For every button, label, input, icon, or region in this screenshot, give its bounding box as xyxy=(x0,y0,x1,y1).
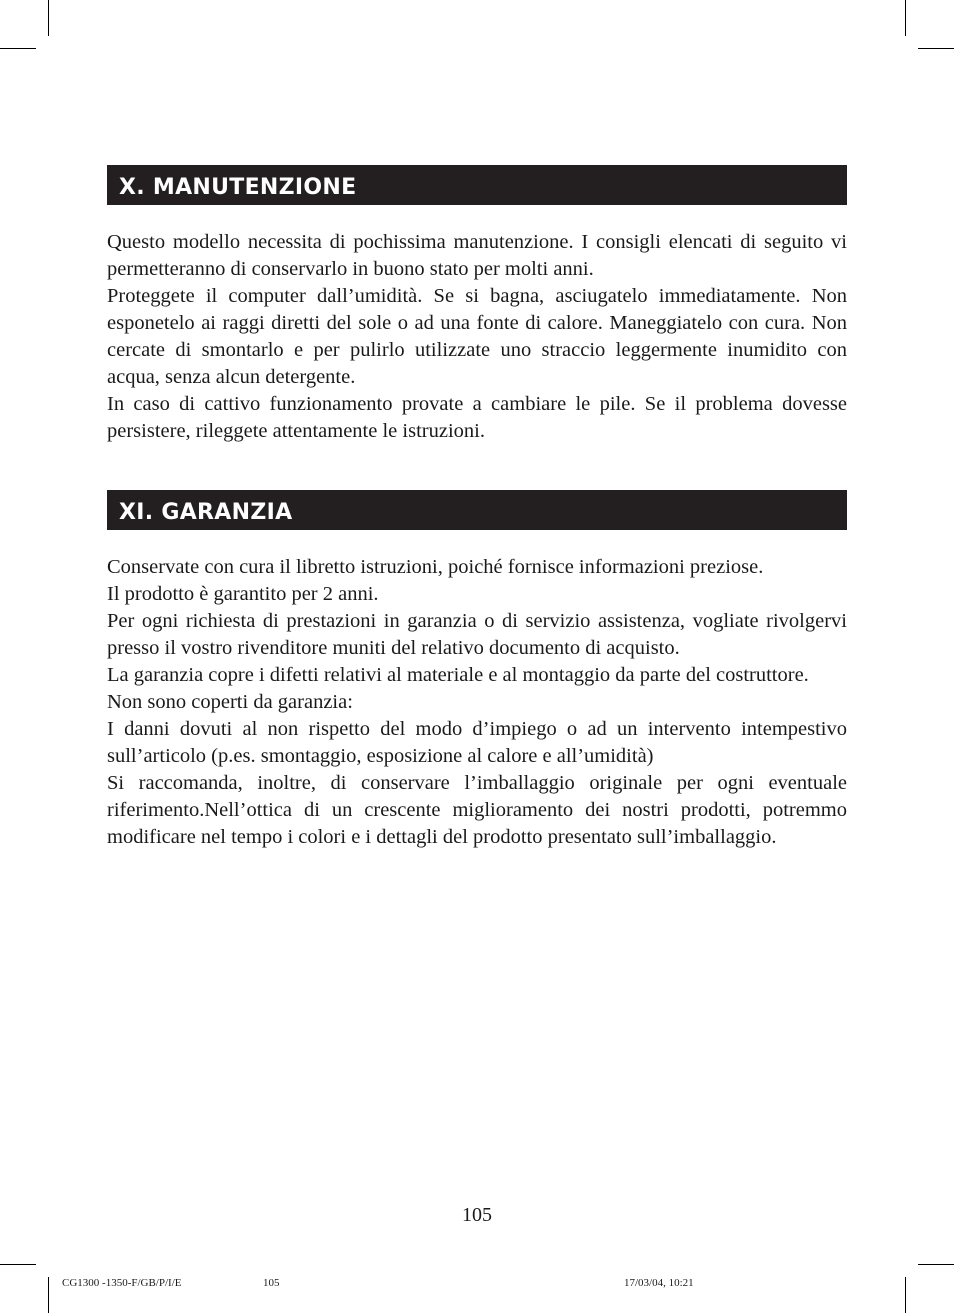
page-number: 105 xyxy=(462,1204,492,1226)
slug-page: 105 xyxy=(263,1277,280,1289)
section-body xyxy=(107,229,847,445)
section-header-bar xyxy=(107,490,847,530)
crop-mark-top-right-vertical xyxy=(905,0,906,36)
paragraph: Questo modello necessita di pochissima manutenzione. I consigli elencati di seguito vi permetteranno di conservarlo in buono stato per molti anni. xyxy=(107,231,847,280)
slug-file: CG1300 -1350-F/GB/P/I/E xyxy=(62,1277,182,1289)
crop-mark-top-right-horizontal xyxy=(918,48,954,49)
paragraph: Conservate con cura il libretto istruzioni, poiché fornisce informazioni preziose. xyxy=(107,556,764,578)
paragraph: Il prodotto è garantito per 2 anni. xyxy=(107,583,379,605)
crop-mark-bottom-right-horizontal xyxy=(918,1264,954,1265)
crop-mark-bottom-left-horizontal xyxy=(0,1264,36,1265)
paragraph: Per ogni richiesta di prestazioni in garanzia o di servizio assistenza, vogliate rivolgervi presso il vostro rivenditore muniti del relativo documento di acquisto. xyxy=(107,610,847,659)
paragraph: Non sono coperti da garanzia: xyxy=(107,691,353,713)
section-body xyxy=(107,554,847,851)
slug-datetime: 17/03/04, 10:21 xyxy=(624,1277,694,1289)
crop-mark-top-left-horizontal xyxy=(0,48,36,49)
paragraph: Si raccomanda, inoltre, di conservare l’imballaggio originale per ogni eventuale riferimento.Nell’ottica di un crescente miglioramento dei nostri prodotti, potremmo modificare nel tempo i colori e i dettagli del prodotto presentato sull’imballaggio. xyxy=(107,772,847,848)
section-garanzia xyxy=(107,490,847,851)
section-title: XI. GARANZIA xyxy=(119,499,293,525)
paragraph: I danni dovuti al non rispetto del modo d’impiego o ad un intervento intempestivo sull’articolo (p.es. smontaggio, esposizione al calore e all’umidità) xyxy=(107,718,847,767)
section-title: X. MANUTENZIONE xyxy=(119,174,357,200)
paragraph: La garanzia copre i difetti relativi al materiale e al montaggio da parte del costruttore. xyxy=(107,664,809,686)
section-header-bar xyxy=(107,165,847,205)
paragraph: Proteggete il computer dall’umidità. Se si bagna, asciugatelo immediatamente. Non esponetelo ai raggi diretti del sole o ad una fonte di calore. Maneggiatelo con cura. Non cercate di smontarlo e per pulirlo utilizzate uno straccio leggermente inumidito con acqua, senza alcun detergente. xyxy=(107,285,847,388)
paragraph: In caso di cattivo funzionamento provate a cambiare le pile. Se il problema dovesse persistere, rileggete attentamente le istruzioni. xyxy=(107,393,847,442)
crop-mark-bottom-right-vertical xyxy=(905,1277,906,1313)
crop-mark-top-left-vertical xyxy=(48,0,49,36)
crop-mark-bottom-left-vertical xyxy=(48,1277,49,1313)
section-manutenzione xyxy=(107,165,847,445)
